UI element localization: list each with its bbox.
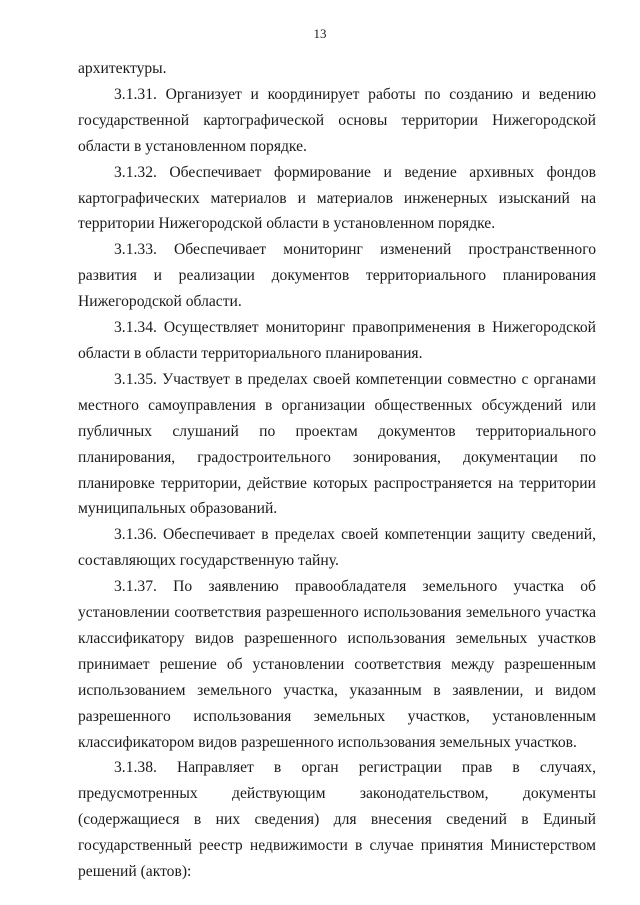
paragraph-3-1-32: 3.1.32. Обеспечивает формирование и ведение архивных фондов картографических материалов и материалов инженерных изысканий на территории Нижегородской области в установленном порядке. (78, 163, 596, 233)
paragraph-continuation: архитектуры. (78, 60, 167, 77)
paragraph-3-1-36: 3.1.36. Обеспечивает в пределах своей компетенции защиту сведений, составляющих государственную тайну. (78, 526, 596, 570)
paragraph-3-1-38: 3.1.38. Направляет в орган регистрации прав в случаях, предусмотренных действующим законодательством, документы (содержащиеся в них сведения) для внесения сведений в Единый государственный реестр недвижимости в случае принятия Министерством решений (актов): (78, 759, 596, 881)
document-body (78, 56, 596, 885)
paragraph-3-1-33: 3.1.33. Обеспечивает мониторинг изменений пространственного развития и реализации документов территориального планирования Нижегородской области. (78, 241, 596, 311)
paragraph-3-1-37: 3.1.37. По заявлению правообладателя земельного участка об установлении соответствия разрешенного использования земельного участка классификатору видов разрешенного использования земельных участков принимает решение об установлении соответствия между разрешенным использованием земельного участка, указанным в заявлении, и видом разрешенного использования земельных участков, установленным классификатором видов разрешенного использования земельных участков. (78, 578, 596, 751)
paragraph-3-1-35: 3.1.35. Участвует в пределах своей компетенции совместно с органами местного самоуправления в организации общественных обсуждений или публичных слушаний по проектам документов территориального планирования, градостроительного зонирования, документации по планировке территории, действие которых распространяется на территории муниципальных образований. (78, 370, 596, 518)
paragraph-3-1-31: 3.1.31. Организует и координирует работы по созданию и ведению государственной картографической основы территории Нижегородской области в установленном порядке. (78, 85, 596, 155)
paragraph-3-1-34: 3.1.34. Осуществляет мониторинг правоприменения в Нижегородской области в области территориального планирования. (78, 319, 596, 362)
page-number: 13 (313, 26, 327, 41)
